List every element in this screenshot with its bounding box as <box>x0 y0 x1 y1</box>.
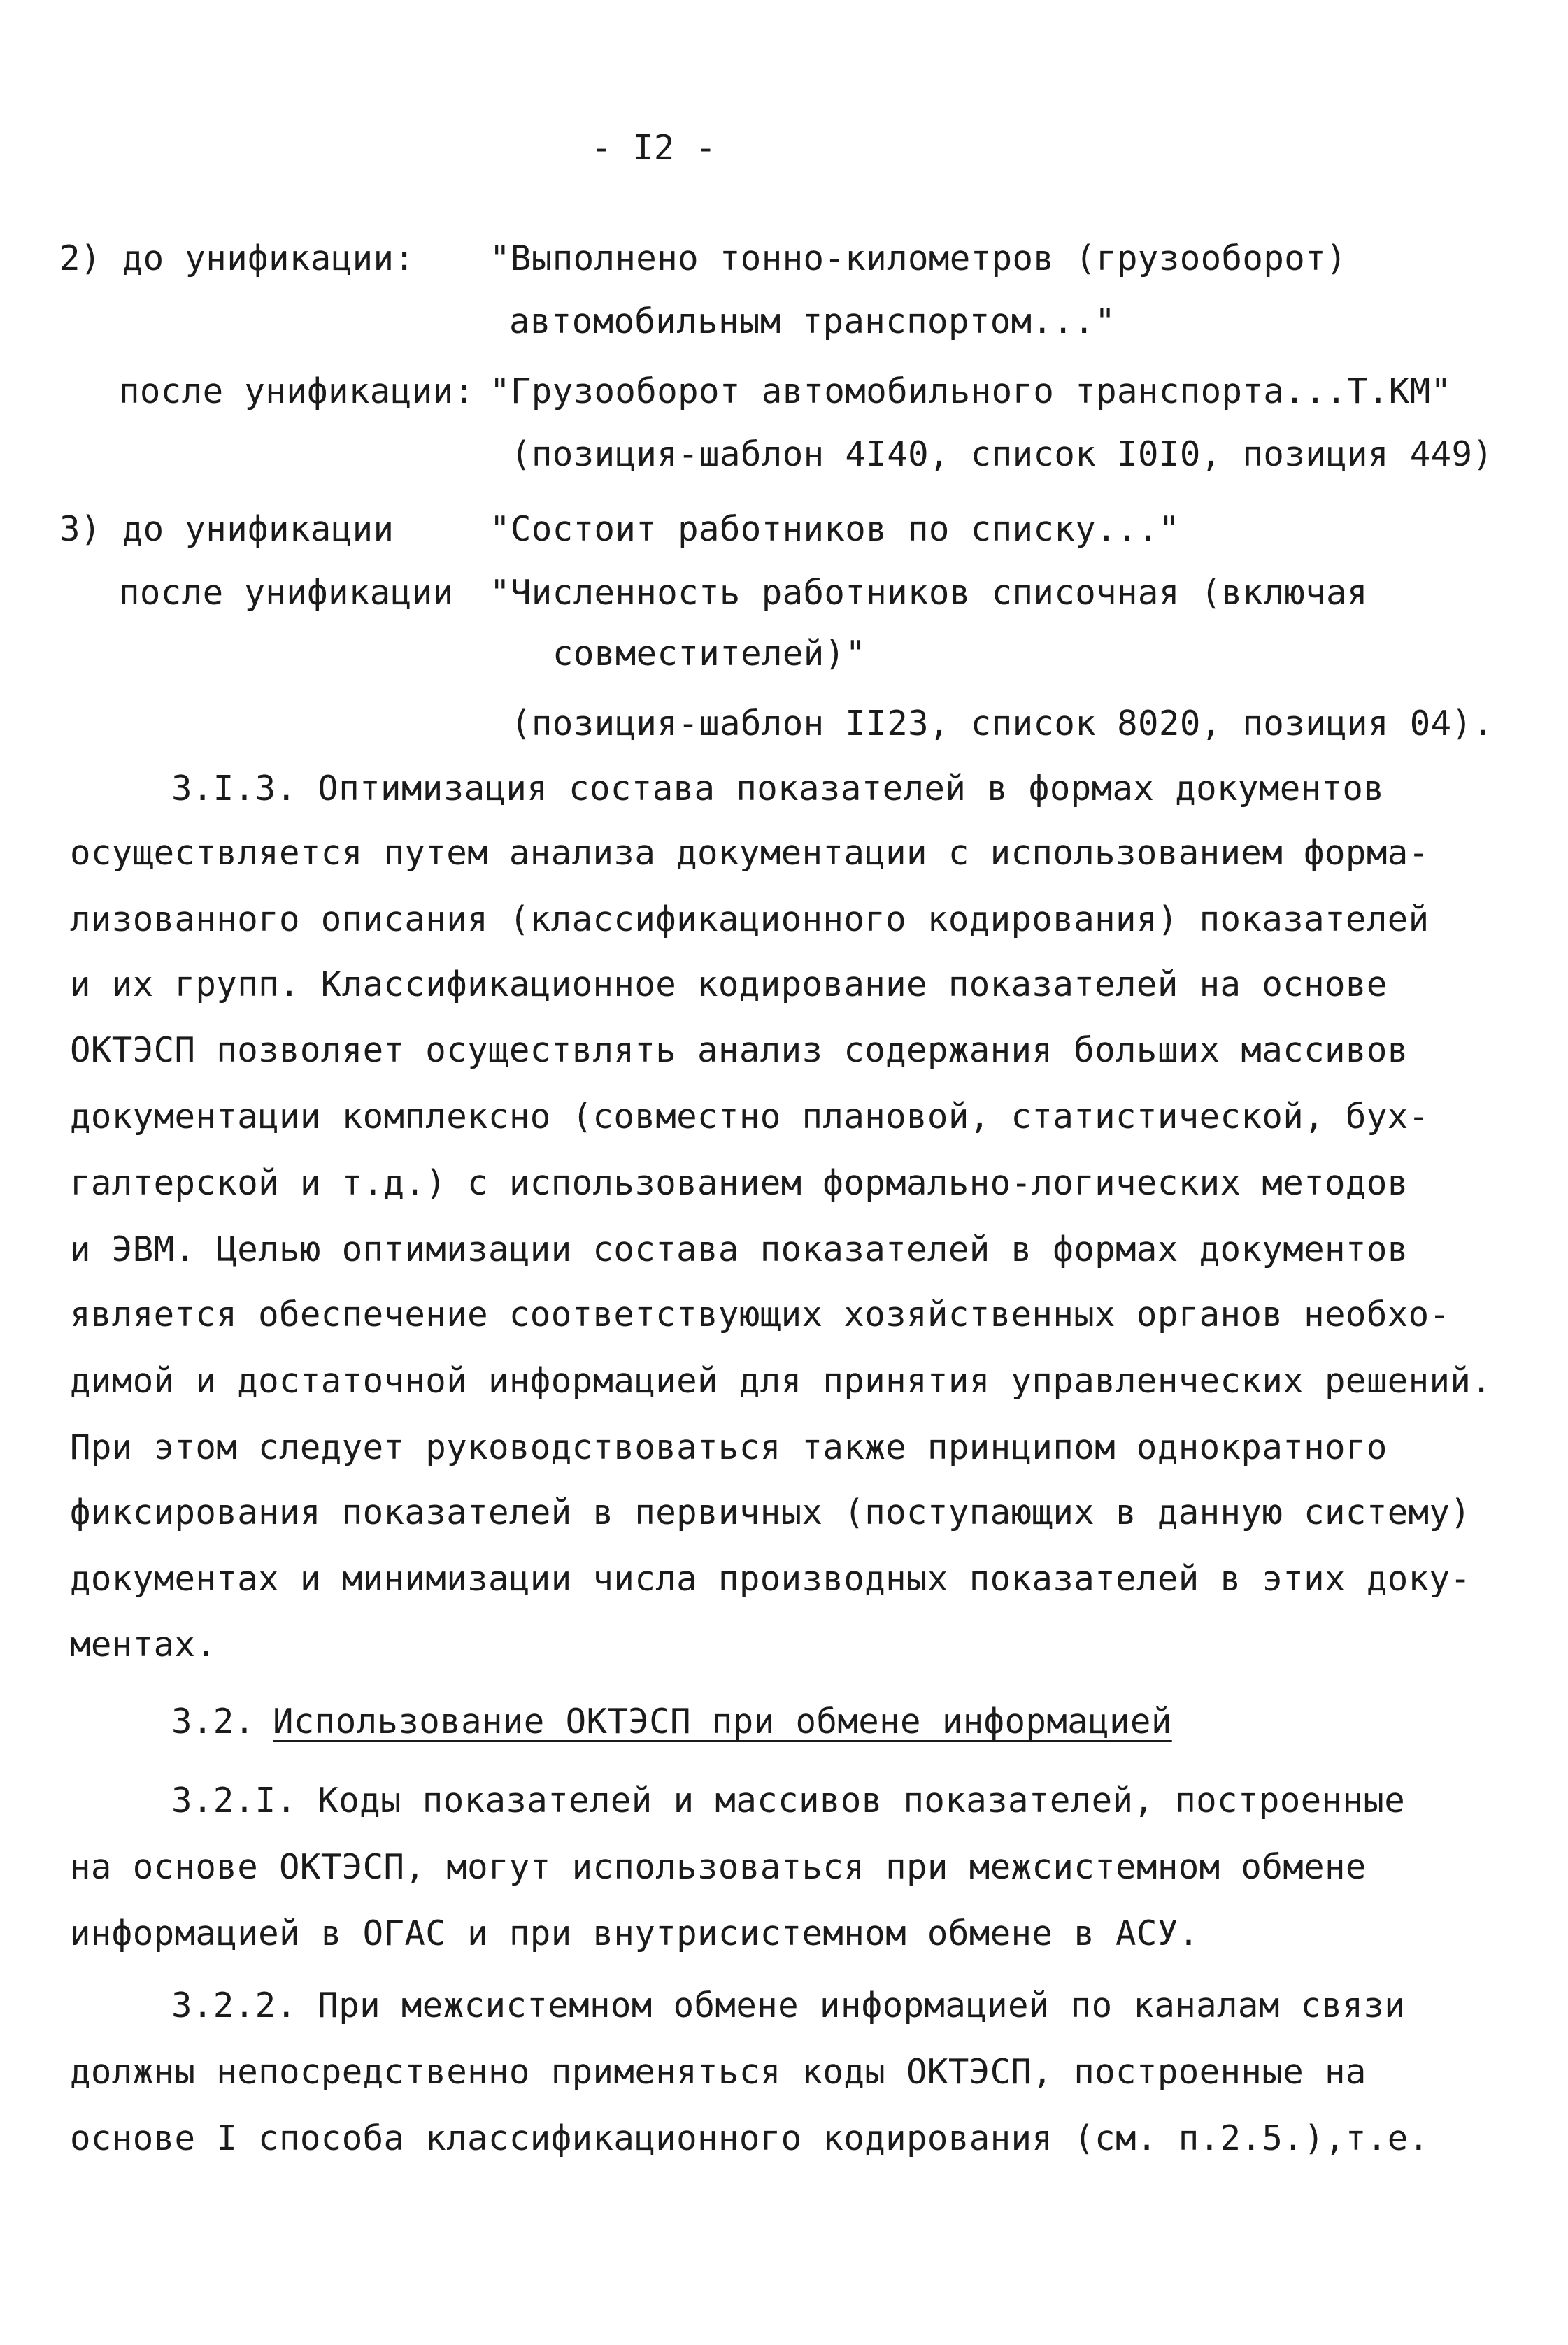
para-321-line-1: 3.2.I. Коды показателей и массивов показателей, построенные <box>171 1781 1406 1820</box>
example-3-after-line-3: (позиция-шаблон II23, список 8020, позиция 04). <box>511 704 1494 743</box>
example-3-label-before: 3) до унификации <box>59 509 394 549</box>
section-32-title: Использование ОКТЭСП при обмене информацией <box>273 1702 1172 1741</box>
para-313-line-3: лизованного описания (классификационного кодирования) показателей <box>70 899 1430 939</box>
example-2-label-before: 2) до унификации: <box>59 238 415 278</box>
example-3-label-after: после унификации <box>119 573 454 613</box>
para-313-line-12: фиксирования показателей в первичных (поступающих в данную систему) <box>70 1492 1471 1532</box>
para-322-line-1: 3.2.2. При межсистемном обмене информацией по каналам связи <box>171 1986 1406 2025</box>
para-313-line-13: документах и минимизации числа производных показателей в этих доку- <box>70 1559 1471 1599</box>
para-313-line-7: галтерской и т.д.) с использованием формально-логических методов <box>70 1163 1409 1203</box>
para-322-line-3: основе I способа классификационного кодирования (см. п.2.5.),т.е. <box>70 2118 1430 2158</box>
example-3-before-line-1: "Состоит работников по списку..." <box>490 509 1180 549</box>
para-313-line-11: При этом следует руководствоваться также принципом однократного <box>70 1427 1388 1467</box>
para-313-line-9: является обеспечение соответствующих хозяйственных органов необхо- <box>70 1295 1451 1334</box>
example-2-before-line-2: автомобильным транспортом..." <box>509 301 1116 341</box>
para-313-line-4: и их групп. Классификационное кодирование показателей на основе <box>70 964 1388 1004</box>
para-313-line-1: 3.I.3. Оптимизация состава показателей в формах документов <box>171 769 1385 808</box>
example-2-after-line-2: (позиция-шаблон 4I40, список I0I0, позиция 449) <box>511 434 1494 474</box>
para-322-line-2: должны непосредственно применяться коды ОКТЭСП, построенные на <box>70 2052 1367 2092</box>
example-2-after-line-1: "Грузооборот автомобильного транспорта...Т.КМ" <box>490 371 1452 411</box>
example-2-before-line-1: "Выполнено тонно-километров (грузооборот) <box>490 238 1347 278</box>
para-313-line-6: документации комплексно (совместно плановой, статистической, бух- <box>70 1097 1430 1136</box>
example-3-after-line-1: "Численность работников списочная (включая <box>490 573 1368 613</box>
para-321-line-2: на основе ОКТЭСП, могут использоваться при межсистемном обмене <box>70 1847 1367 1887</box>
para-313-line-8: и ЭВМ. Целью оптимизации состава показателей в формах документов <box>70 1229 1409 1269</box>
para-313-line-5: ОКТЭСП позволяет осуществлять анализ содержания больших массивов <box>70 1030 1409 1070</box>
page-number: - I2 - <box>591 128 717 168</box>
para-313-line-10: димой и достаточной информацией для принятия управленческих решений. <box>70 1361 1492 1401</box>
example-2-label-after: после унификации: <box>119 371 475 411</box>
para-321-line-3: информацией в ОГАС и при внутрисистемном обмене в АСУ. <box>70 1913 1199 1953</box>
section-32-number: 3.2. <box>171 1702 255 1741</box>
example-3-after-line-2: совместителей)" <box>553 634 867 673</box>
para-313-line-14: ментах. <box>70 1625 217 1665</box>
para-313-line-2: осуществляется путем анализа документации с использованием форма- <box>70 833 1430 873</box>
